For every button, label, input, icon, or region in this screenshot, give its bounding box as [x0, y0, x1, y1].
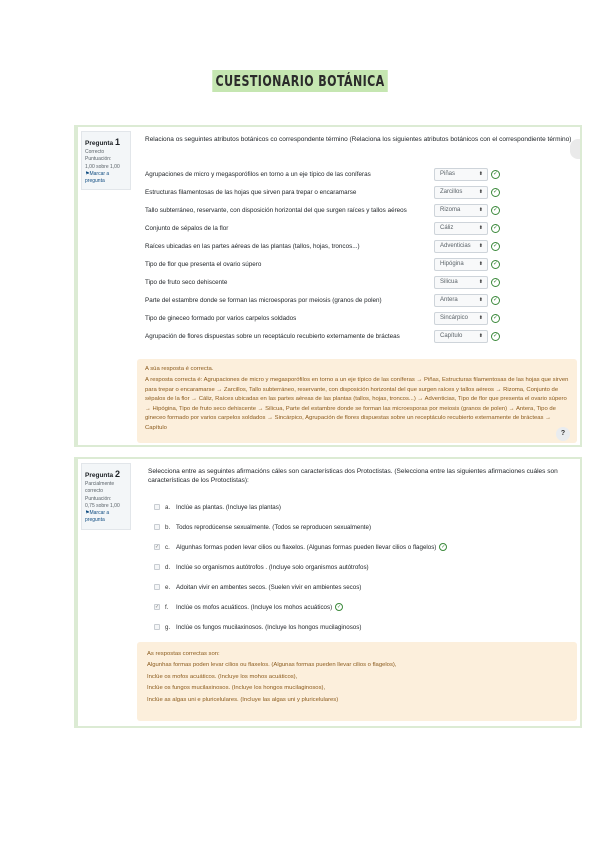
flag-question-link[interactable]: ⚑Marcar a pregunta [85, 170, 110, 185]
option-text: Inclúe so organismos autótrofos . (Incluye solo organismos autótrofos) [176, 563, 369, 571]
select-value: Antera [440, 297, 458, 303]
match-row [145, 257, 500, 271]
match-select[interactable] [434, 222, 488, 235]
check-circle-icon: ✓ [492, 170, 499, 177]
match-label: Tallo subterráneo, reservante, con disposición horizontal del que surgen raíces y tallos aéreos [145, 206, 407, 214]
match-row [145, 167, 500, 181]
option-text: Algunhas formas poden levar cilios ou flaxelos. (Algunas formas pueden llevar cilios o flagelos) [176, 543, 437, 551]
check-circle-icon: ✓ [492, 296, 499, 303]
feedback-box [137, 642, 577, 721]
option-checkbox[interactable]: ✓ [155, 604, 160, 610]
question-2-card [74, 457, 582, 728]
option-letter: b. [165, 523, 171, 531]
feedback-line: Inclúe as algas uni e pluricelulares. (Incluye las algas uni y pluricelulares) [147, 696, 339, 703]
answer-option[interactable] [154, 521, 371, 533]
match-row [145, 293, 500, 307]
caret-updown-icon: ⬍ [478, 243, 483, 249]
check-circle-icon: ✓ [492, 242, 499, 249]
option-checkbox[interactable] [154, 564, 160, 570]
match-select[interactable] [434, 204, 488, 217]
match-row [145, 185, 500, 199]
match-label: Agrupaciones de micro y megasporófilos en torno a un eje típico de las coníferas [145, 170, 371, 178]
feedback-line: As respostas correctas son: [147, 651, 220, 657]
match-label: Estructuras filamentosas de las hojas que sirven para trepar o encaramarse [145, 188, 357, 196]
answer-option[interactable] [154, 581, 361, 593]
question-state: Correcto [85, 149, 105, 156]
match-row [145, 275, 500, 289]
check-circle-icon: ✓ [441, 544, 446, 550]
select-value: Sincárpico [440, 315, 469, 321]
question-2-info [81, 463, 131, 530]
page-title: CUESTIONARIO BOTÁNICA [212, 70, 388, 92]
select-value: Capítulo [440, 333, 463, 339]
option-letter: e. [165, 583, 171, 591]
score-label: Puntuación: [85, 495, 112, 502]
question-text: Selecciona entre as seguintes afirmacións cáles son características dos Protoctistas. (Selecciona entre las siguientes afirmaciones cuáles son características de los Protoctistas): [148, 468, 558, 485]
caret-updown-icon: ⬍ [478, 261, 483, 267]
match-row [145, 311, 500, 325]
feedback-line: Algunhas formas poden levar cilios ou flaxelos. (Algunas formas pueden llevar cilios o flagelos), [147, 662, 397, 669]
select-value: Silicua [440, 279, 458, 285]
answer-option[interactable] [154, 541, 447, 553]
option-text: Inclúe os mofos acuáticos. (Incluye los mohos acuáticos) [176, 603, 333, 611]
match-select[interactable] [434, 240, 488, 253]
match-label: Tipo de fruto seco dehiscente [145, 278, 228, 286]
flag-icon: ⚑ [85, 170, 90, 177]
match-select[interactable] [434, 168, 488, 181]
caret-updown-icon: ⬍ [478, 315, 483, 321]
match-row [145, 221, 500, 235]
feedback-box [137, 359, 577, 443]
match-label: Tipo de gineceo formado por varios carpelos soldados [145, 314, 297, 322]
question-number: Pregunta 1 [85, 137, 120, 147]
match-label: Raíces ubicadas en las partes aéreas de las plantas (tallos, hojas, troncos...) [145, 242, 360, 250]
answer-option[interactable] [154, 501, 281, 513]
select-value: Rizoma [440, 207, 461, 213]
option-letter: a. [165, 503, 171, 511]
match-row [145, 203, 500, 217]
select-value: Cáliz [440, 225, 454, 231]
check-circle-icon: ✓ [337, 604, 342, 610]
question-1-card [74, 125, 582, 447]
caret-updown-icon: ⬍ [478, 279, 483, 285]
option-text: Adoitan vivir en ambentes secos. (Suelen vivir en ambientes secos) [176, 583, 362, 591]
match-select[interactable] [434, 276, 488, 289]
option-letter: c. [165, 543, 170, 551]
score-label: Puntuación: [85, 156, 112, 163]
option-text: Todos reprodúcense sexualmente. (Todos se reproducen sexualmente) [176, 523, 372, 531]
feedback-status: A súa resposta é correcta. [145, 366, 214, 372]
caret-updown-icon: ⬍ [478, 207, 483, 213]
score-value: 1,00 sobre 1,00 [85, 163, 120, 170]
feedback-answer: A resposta correcta é: Agrupaciones de micro y megasporófilos en torno a un eje típico de las coníferas → Piñas, Estructuras filamentosas de las hojas que sirven para trepar o encaramarse → Zarcillos, Tallo subterráneo, reservante, con disposición horizontal del que surgen raíces y tallos aéreos → Rizoma, Conjunto de sépalos de la flor → Cáliz, Raíces ubicadas en las partes aéreas de las plantas (tallos, hojas, troncos...) → Adventicias, Tipo de flor que presenta el ovario súpero → Hipógina, Tipo de fruto seco dehiscente → Silicua, Parte del estambre donde se forman las microesporas por meiosis (granos de polen) → Antera, Tipo de gineceo formado por varios carpelos soldados → Sincárpico, Agrupación de flores dispuestas sobre un receptáculo recubierto externamente de brácteas → Capítulo [145, 377, 569, 431]
answer-option[interactable] [154, 601, 343, 613]
option-checkbox[interactable] [154, 524, 160, 530]
option-letter: g. [165, 623, 171, 631]
check-circle-icon: ✓ [492, 332, 499, 339]
match-row [145, 329, 500, 343]
option-checkbox[interactable] [154, 584, 160, 590]
check-circle-icon: ✓ [492, 224, 499, 231]
option-checkbox[interactable] [154, 504, 160, 510]
match-select[interactable] [434, 294, 488, 307]
check-circle-icon: ✓ [492, 260, 499, 267]
match-label: Agrupación de flores dispuestas sobre un receptáculo recubierto externamente de brácteas [145, 332, 400, 340]
feedback-line: Inclúe os fungos mucilaxinosos. (Incluye los hongos mucilaginosos), [147, 685, 326, 692]
flag-icon: ⚑ [85, 510, 90, 517]
flag-question-link[interactable]: ⚑Marcar a pregunta [85, 510, 110, 524]
select-value: Hipógina [440, 261, 464, 267]
question-number: Pregunta 2 [85, 469, 120, 479]
option-letter: f. [165, 603, 169, 611]
match-select[interactable] [434, 330, 488, 343]
caret-updown-icon: ⬍ [478, 333, 483, 339]
feedback-line: Inclúe os mofos acuáticos. (Incluye los mohos acuáticos), [147, 673, 298, 680]
option-text: Inclúe as plantas. (Incluye las plantas) [176, 503, 281, 511]
option-text: Inclúe os fungos mucilaxinosos. (Incluye los hongos mucilaginosos) [176, 623, 362, 631]
caret-updown-icon: ⬍ [478, 189, 483, 195]
match-row [145, 239, 500, 253]
answer-option[interactable] [154, 561, 369, 573]
question-state: Parcialmente correcto [85, 481, 115, 495]
check-circle-icon: ✓ [492, 206, 499, 213]
match-label: Tipo de flor que presenta el ovario súpero [145, 260, 262, 268]
question-1-info [81, 131, 131, 190]
match-select[interactable] [434, 312, 488, 325]
question-text: Relaciona os seguintes atributos botánicos co correspondente término (Relaciona los siguientes atributos botánicos con el correspondiente término) [145, 136, 572, 143]
caret-updown-icon: ⬍ [478, 297, 483, 303]
option-checkbox[interactable]: ✓ [155, 544, 160, 550]
match-label: Parte del estambre donde se forman las microesporas por meiosis (granos de polen) [145, 296, 382, 304]
help-icon[interactable]: ? [556, 427, 570, 441]
check-circle-icon: ✓ [492, 314, 499, 321]
match-select[interactable] [434, 186, 488, 199]
answer-option[interactable] [154, 621, 361, 633]
check-circle-icon: ✓ [492, 278, 499, 285]
score-value: 0,75 sobre 1,00 [85, 502, 120, 509]
select-value: Piñas [440, 171, 456, 177]
match-select[interactable] [434, 258, 488, 271]
select-value: Zarcillos [440, 189, 463, 195]
select-value: Adventicias [440, 243, 471, 249]
option-letter: d. [165, 563, 171, 571]
title-wrap [0, 70, 600, 92]
match-label: Conjunto de sépalos de la flor [145, 224, 229, 232]
caret-updown-icon: ⬍ [478, 225, 483, 231]
caret-updown-icon: ⬍ [478, 171, 483, 177]
option-checkbox[interactable] [154, 624, 160, 630]
check-circle-icon: ✓ [492, 188, 499, 195]
